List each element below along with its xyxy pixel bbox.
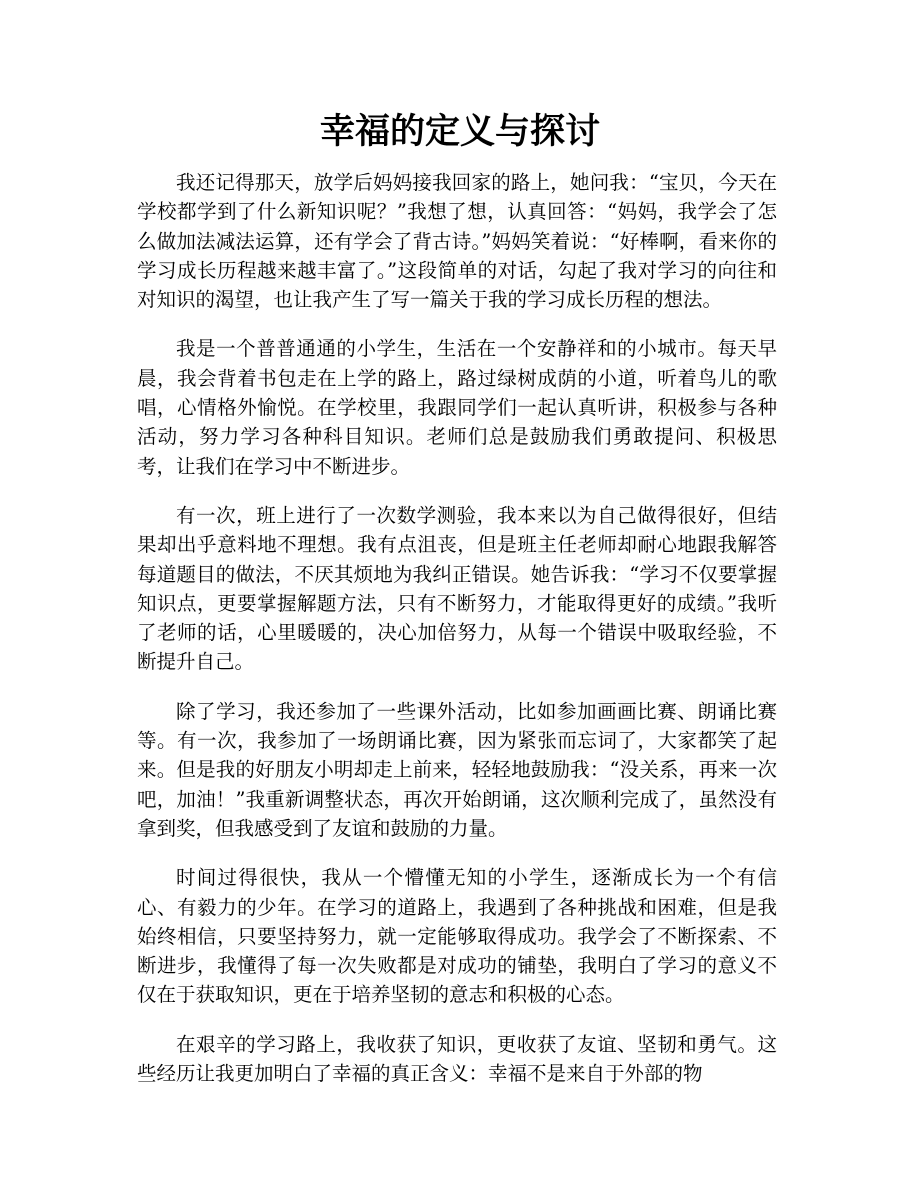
paragraph-1: 我还记得那天，放学后妈妈接我回家的路上，她问我：“宝贝，今天在学校都学到了什么新知识呢？”我想了想，认真回答：“妈妈，我学会了怎么做加法减法运算，还有学会了背古诗。”妈妈笑着说：“好棒啊，看来你的学习成长历程越来越丰富了。”这段简单的对话，勾起了我对学习的向往和对知识的渴望，也让我产生了写一篇关于我的学习成长历程的想法。 [137, 171, 777, 312]
document-body [137, 168, 777, 1108]
paragraph-6: 在艰辛的学习路上，我收获了知识，更收获了友谊、坚韧和勇气。这些经历让我更加明白了幸福的真正含义：幸福不是来自于外部的物 [137, 1032, 777, 1086]
paragraph-2: 我是一个普普通通的小学生，生活在一个安静祥和的小城市。每天早晨，我会背着书包走在上学的路上，路过绿树成荫的小道，听着鸟儿的歌唱，心情格外愉悦。在学校里，我跟同学们一起认真听讲，积极参与各种活动，努力学习各种科目知识。老师们总是鼓励我们勇敢提问、积极思考，让我们在学习中不断进步。 [137, 337, 777, 478]
paragraph-4: 除了学习，我还参加了一些课外活动，比如参加画画比赛、朗诵比赛等。有一次，我参加了一场朗诵比赛，因为紧张而忘词了，大家都笑了起来。但是我的好朋友小明却走上前来，轻轻地鼓励我：“没关系，再来一次吧，加油！”我重新调整状态，再次开始朗诵，这次顺利完成了，虽然没有拿到奖，但我感受到了友谊和鼓励的力量。 [137, 699, 777, 840]
paragraph-5: 时间过得很快，我从一个懵懂无知的小学生，逐渐成长为一个有信心、有毅力的少年。在学习的道路上，我遇到了各种挑战和困难，但是我始终相信，只要坚持努力，就一定能够取得成功。我学会了不断探索、不断进步，我懂得了每一次失败都是对成功的铺垫，我明白了学习的意义不仅在于获取知识，更在于培养坚韧的意志和积极的心态。 [137, 866, 777, 1007]
document-title: 幸福的定义与探讨 [319, 112, 600, 152]
paragraph-3: 有一次，班上进行了一次数学测验，我本来以为自己做得很好，但结果却出乎意料地不理想。我有点沮丧，但是班主任老师却耐心地跟我解答每道题目的做法，不厌其烦地为我纠正错误。她告诉我：“学习不仅要掌握知识点，更要掌握解题方法，只有不断努力，才能取得更好的成绩。”我听了老师的话，心里暖暖的，决心加倍努力，从每一个错误中吸取经验，不断提升自己。 [137, 503, 777, 674]
